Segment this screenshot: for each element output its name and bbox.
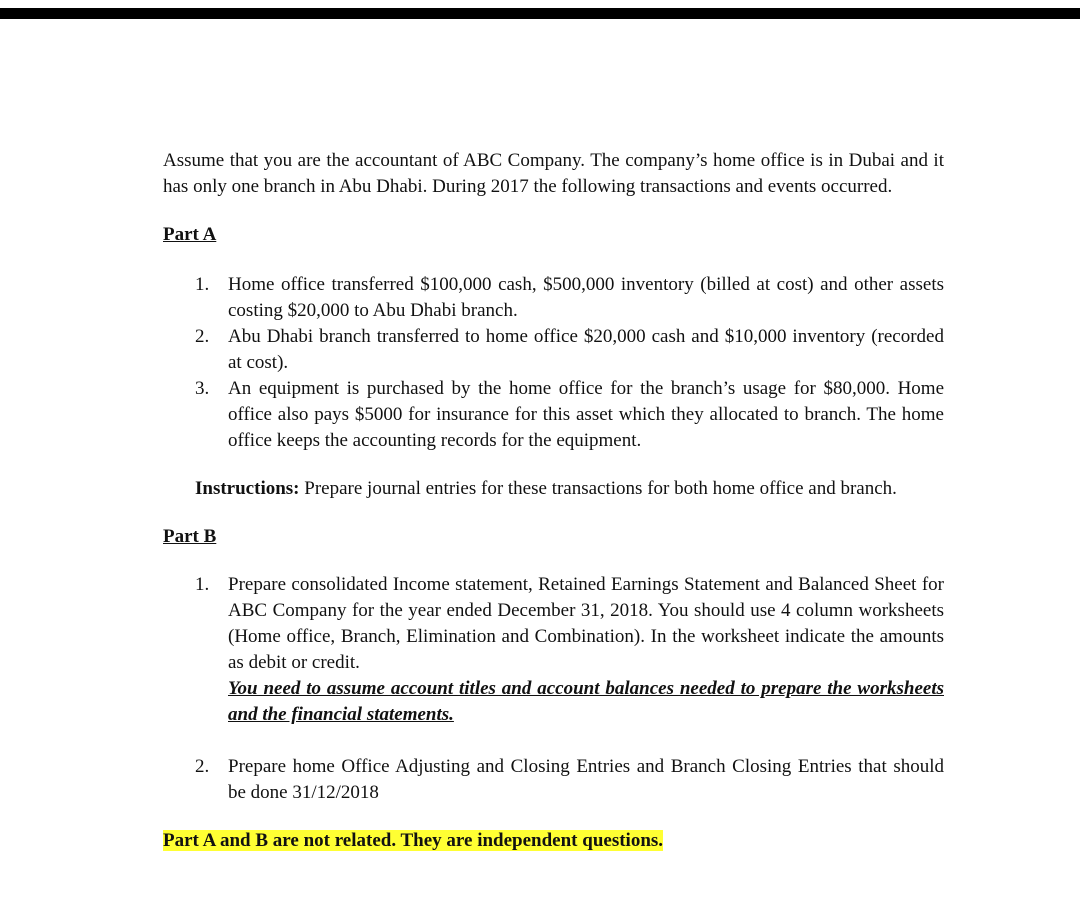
part-a-item-3 <box>163 376 944 454</box>
part-a-item-2 <box>163 324 944 376</box>
part-a-heading: Part A <box>163 224 217 245</box>
part-b-item-2 <box>163 754 944 806</box>
independence-note <box>163 828 944 854</box>
list-number: 1. <box>195 274 210 295</box>
list-item-text: Prepare consolidated Income statement, Retained Earnings Statement and Balanced Sheet for ABC Company for the year ended December 31, 2018. You should use 4 column worksheets (Home office, Branch, Elimination and Combination). In the worksheet indicate the amounts as debit or credit. <box>228 574 944 673</box>
emphasis-note: You need to assume account titles and account balances needed to prepare the worksheets and the financial statements. <box>228 678 944 725</box>
list-item-text: Home office transferred $100,000 cash, $500,000 inventory (billed at cost) and other assets costing $20,000 to Abu Dhabi branch. <box>228 274 944 321</box>
instructions-paragraph <box>195 476 944 502</box>
list-number: 3. <box>195 378 210 399</box>
part-a-list <box>163 272 944 454</box>
part-a-item-1 <box>163 272 944 324</box>
list-item-text: Prepare home Office Adjusting and Closing Entries and Branch Closing Entries that should be done 31/12/2018 <box>228 756 944 803</box>
list-number: 2. <box>195 756 210 777</box>
list-item-text: Abu Dhabi branch transferred to home office $20,000 cash and $10,000 inventory (recorded at cost). <box>228 326 944 373</box>
intro-paragraph: Assume that you are the accountant of ABC Company. The company’s home office is in Dubai and it has only one branch in Abu Dhabi. During 2017 the following transactions and events occurred. <box>163 150 944 197</box>
instructions-text: Prepare journal entries for these transactions for both home office and branch. <box>299 478 897 499</box>
part-b-list <box>163 572 944 806</box>
list-item-text: An equipment is purchased by the home office for the branch’s usage for $80,000. Home office also pays $5000 for insurance for this asset which they allocated to branch. The home office keeps the accounting records for the equipment. <box>228 378 944 451</box>
highlighted-note-text: Part A and B are not related. They are independent questions. <box>163 830 664 851</box>
instructions-label: Instructions: <box>195 478 300 499</box>
part-b-item-1 <box>163 572 944 728</box>
top-border-bar <box>0 8 1080 19</box>
list-number: 1. <box>195 574 210 595</box>
document-body <box>163 148 944 873</box>
list-number: 2. <box>195 326 210 347</box>
part-b-heading: Part B <box>163 526 217 547</box>
